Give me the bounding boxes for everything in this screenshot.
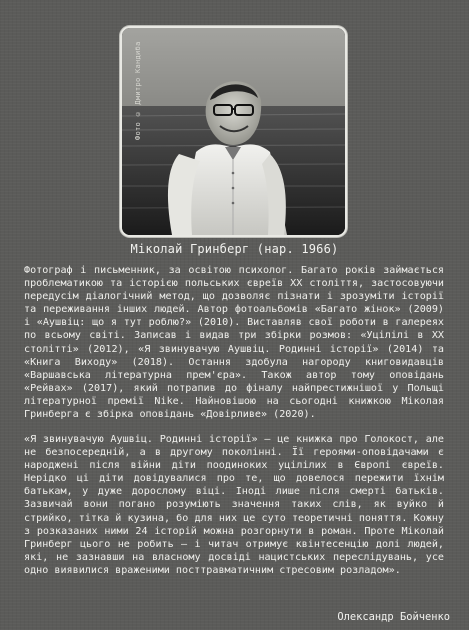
author-biography: Фотограф і письменник, за освітою психолог. Багато років займається проблематикою та історією польських євреїв XX століття, застосовуючи передусім діалогічний метод, що дозволяє пізнати і зрозуміти історії та переживання інших людей. Автор фотоальбомів «Багато жінок» (2009) і «Аушвіц: що я тут роблю?» (2010). Виставляв свої роботи в галереях по всьому світі. Записав і видав три збірки розмов: «Уцілілі в XX столітті» (2012), «Я звинувачую Аушвіц. Родинні історії» (2014) та «Книга Виходу» (2018). Остання здобула нагороду книговидавців «Варшавська літературна прем'єра». Також автор тому оповідань «Рейвах» (2017), який потрапив до фіналу найпрестижнішої у Польщі літературної премії Nike. Найновішою на сьогодні книжкою Міколая Гринберга є збірка оповідань «Довірливе» (2020). bbox=[24, 265, 444, 421]
author-caption: Міколай Гринберг (нар. 1966) bbox=[130, 242, 339, 256]
author-portrait-image bbox=[122, 28, 345, 235]
book-review: «Я звинувачую Аушвіц. Родинні історії» — це книжка про Голокост, але не безпосередній, а в другому поколінні. Її героями-оповідачами є народжені після війни діти поодиноких уцілілих в Європі євреїв. Нерідко ці діти довідувалися про те, що довелося пережити їхнім батькам, у дуже дорослому віці. Іноді лише після смерті батьків. Зазвичай вони погано розуміють значення таких слів, як вуйко й стрийко, тітка й кузина, бо для них це суто теоретичні поняття. Кожну з розказаних ними 24 історій можна розгорнути в роман. Проте Міколай Гринберг цього не робить — і читач отримує квінтесенцію долі людей, які, не зазнавши на власному досвіді нацистських переслідувань, усе одно виявилися враженими посттравматичним стресовим розладом». bbox=[24, 434, 444, 576]
review-author: Олександр Бойченко bbox=[337, 611, 450, 623]
photo-credit: Фото © Дмитро Кандиба bbox=[134, 41, 142, 140]
author-photo bbox=[122, 28, 345, 235]
